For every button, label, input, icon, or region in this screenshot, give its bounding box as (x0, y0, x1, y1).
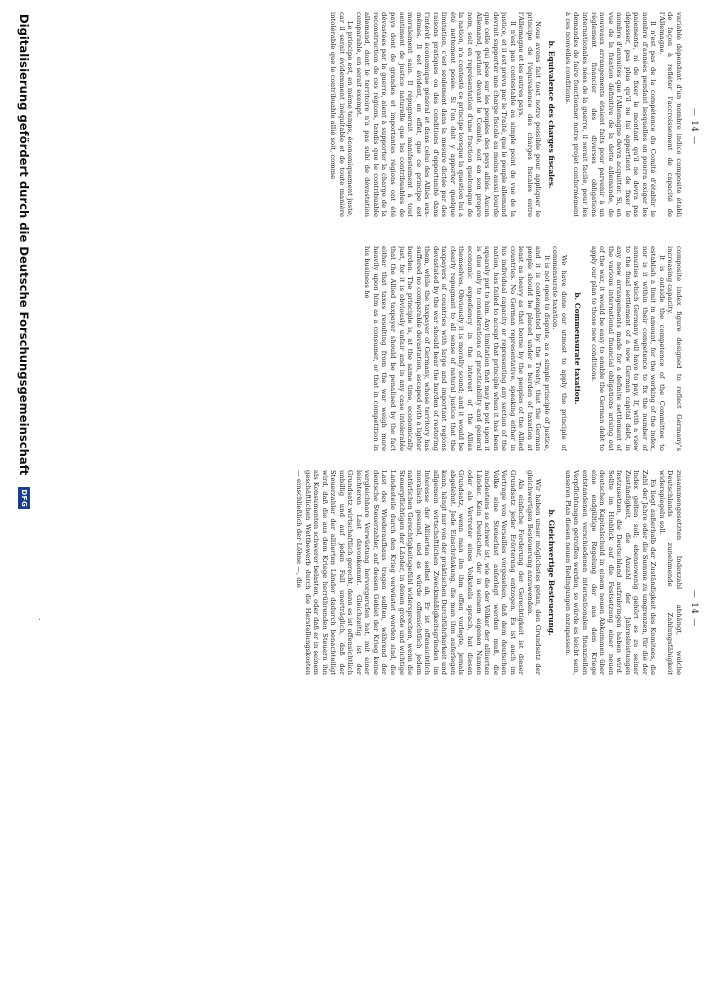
german-paragraph: Es liegt außerhalb der Zuständigkeit des Komitees, die Zahl der Jahre oder die Summe zu umgrenzen, für die der Index gelten soll; ebensowenig gehört es zu seiner Zuständigkeit, die Anzahl der Jahresleistungen festzusetzen, die Deutschland aufzubringen haben wird. Sollte im Hinblick auf die Festsetzung einer neuen deutschen Kapitalschuld in einem neuen Abkommen über eine endgültige Regelung der aus dem Kriege entstandenen verschiedenen internationalen finanziellen Verpflichtungen getroffen werden, so würde es leicht sein, unseren Plan diesen neuen Bedingungen anzupassen. (563, 470, 658, 675)
german-section-heading: b. Gleichwertige Besteuerung. (547, 509, 557, 636)
french-paragraph: Il n'est pas de la compétence du Comité d'établir le nombre d'années pendant lesquelles on pourra exiger les paiements, ni de fixer le montant qu'il ne devra pas dépasser, pas plus qu'il ne lui appartient de fixer le nombre d'annuités que l'Allemagne devra acquitter. Si, en vue de la fixation définitive de la dette allemande, de nouveaux arrangements étaient faits pour parvenir à un règlement financier des diverses obligations internationales nées de la guerre, il serait facile, pour les demandes de faire fonctionner notre projet conformément à ces nouvelles conditions. (563, 12, 658, 217)
rotated-document-page (5, 0, 705, 960)
german-paragraph: Als einfache Forderung der Gerechtigkeit ist dieser Grundsatz jeder Erörterung entzogen. Es ist auch im Vertrage von Versailles vorgesehen, daß dem deutschen Volke eine Steuerlast auferlegt werden muß, die mindestens so schwer ist, wie die der Völker der alliierten Länder. Kein Deutscher, der in seinem eigenen Namen oder als Vertreter eines Volksteils sprach, hat diesen Grundsatz, wenn man ihn ihm offen vorlegte, jemals abgelehnt. Jede Einschränkung, die man ihm auferlegen kann, hängt nur von der praktischen Durchführbarkeit und allgemein wirtschaftlichen Zweckmäßigkeitsgründen im Interesse der Alliierten selbst ab. Er ist offensichtlich moralisch gesund, und es würde offensichtlich jedem natürlichen Gerechtigkeitsgefühl widersprechen, wenn die Steuerpflichtigen der Länder, in denen große und wichtige Landesteile durch den Krieg verwüstet worden sind, die Last des Wiederaufbaus tragen sollten, während der deutsche Steuerzahler, auf dessen Gebiet der Krieg keine vergleichbare Verwüstung hervorgerufen hat, mit einer leichteren Last davonkommt. Gleichzeitig ist der Grundsatz wirtschaftlich gerecht, denn es ist offensichtlich unbillig und auf jeden Fall unerträglich, daß der Steuerzahler der alliierten Länder dadurch benachteiligt wird, daß die aus dem Kriege herrührenden Steuern ihn als Konsumenten schwerer belasten, oder daß er in seinem geschäftlichen Wettbewerb durch die Herstellungskosten — einschließlich der Löhne —, die (295, 470, 526, 675)
french-paragraph: Il n'est pas contestable au simple point de vue de la justice, et il est prévu par le Traité, que le peuple allemand devrait supporter une charge fiscale au moins aussi lourde que celle qui pèse sur les peuples des pays alliés. Aucun Allemand, parlant devant le Comité, soit en son propre nom, soit en représentation d'une fraction quelconque de la nation, n'a contesté ce principe lorsque la question lui a été nettement posée. Si l'on doit y apporter quelque limitation, c'est seulement dans la mesure dictée par des raisons pratiques ou des conditions d'opportunité dans l'intérêt économique général et dans celui des Alliés eux-mêmes. Il est évident, en effet, que ce principe est moralement sain. Il répugnerait manifestement à tout sentiment de justice naturelle que les contribuables de pays dont de grandes et importantes régions ont été dévastées par la guerre, aient à supporter la charge de la reconstruction de ces régions, tandis que le contribuable allemand, dont le territoire n'a pas subi de dévastation comparable, en serait exempt. (354, 12, 517, 217)
english-column (143, 246, 683, 451)
german-column (128, 470, 683, 675)
german-paragraph: zusammengesetzten Indexzahl abhängt, welche Deutschlands zunehmende Zahlungsfähigkeit widerspiegeln soll. (657, 470, 683, 675)
english-paragraph: It is not open to dispute, as a simple principle of justice, and it is contemplated by the Treaty, that the German people should be placed under a burden of taxation at least as heavy as that borne by the peoples of the Allied countries. No German representative, speaking either in his individual capacity or representing any section of the nation, has failed to accept that principle when it has been squarely put to him. Any limitation that may be put upon it is due only to considerations of practicability and general economic expediency in the interest of the Allies themselves. Obviously it is morally sound; and it would be clearly repugnant to all sense of natural justice that the taxpayers of countries with large and important regions devastated by the war should bear the burden of restoring them, while the taxpayer of Germany, whose territory has suffered no comparable devastation, escaped with a lighter burden. The principle is, at the same time, economically just, for it is obviously unfair and in any case intolerable that the Allied taxpayer should be penalised by the fact either that taxes resulting from the war weigh more heavily upon him as a consumer, or that in competition in his business he (363, 246, 551, 451)
page-number-left: — 14 — (690, 108, 699, 146)
french-paragraph: variable dépendant d'un nombre indice composite établi de façon à refléter l'accroissement de capacité de l'Allemagne. (657, 12, 683, 217)
french-column (73, 12, 683, 217)
printer-mark: ‚ (37, 618, 45, 621)
german-intro: Wir haben unser möglichstes getan, den Grundsatz der gleichwertigen Besteuerung anzuwenden. (525, 470, 543, 675)
french-section-heading: b. Equivalence des charges fiscales. (547, 40, 557, 189)
page-number-right: — 14 — (690, 590, 699, 628)
french-paragraph: Le principe est, en même temps, économiquement juste, car il serait évidemment inéquitable et de toute manière intolérable que le contribuable allié soit, comme (329, 12, 355, 217)
dfg-logo-icon: DFG (18, 487, 30, 509)
digitization-footer (10, 0, 39, 960)
english-paragraph: It is outside the competence of the Committee to establish a limit in amount, for the working of the index, nor is it within their competence to fix the number of annuities which Germany will have to pay. If, with a view to the final settlement of a new German capital debt, in any new arrangements made for a definite settlement of the various international financial obligations arising out of the war, it would be easy to enable the German debt to apply our plan to those new conditions. (589, 246, 666, 451)
english-section-heading: b. Commensurate taxation. (572, 292, 582, 405)
english-intro: We have done our utmost to apply the principle of commensurate taxation. (551, 246, 568, 451)
footer-credit-text: Digitalisierung gefördert durch die Deutsche Forschungsgemeinschaft (17, 14, 31, 476)
french-intro: Nous avons fait tout notre possible pour appliquer le principe de l'équivalence des charges fiscales entre l'Allemagne et les autres pays. (517, 12, 543, 217)
english-paragraph: composite index figure designed to reflect Germany's increasing capacity. (666, 246, 683, 451)
